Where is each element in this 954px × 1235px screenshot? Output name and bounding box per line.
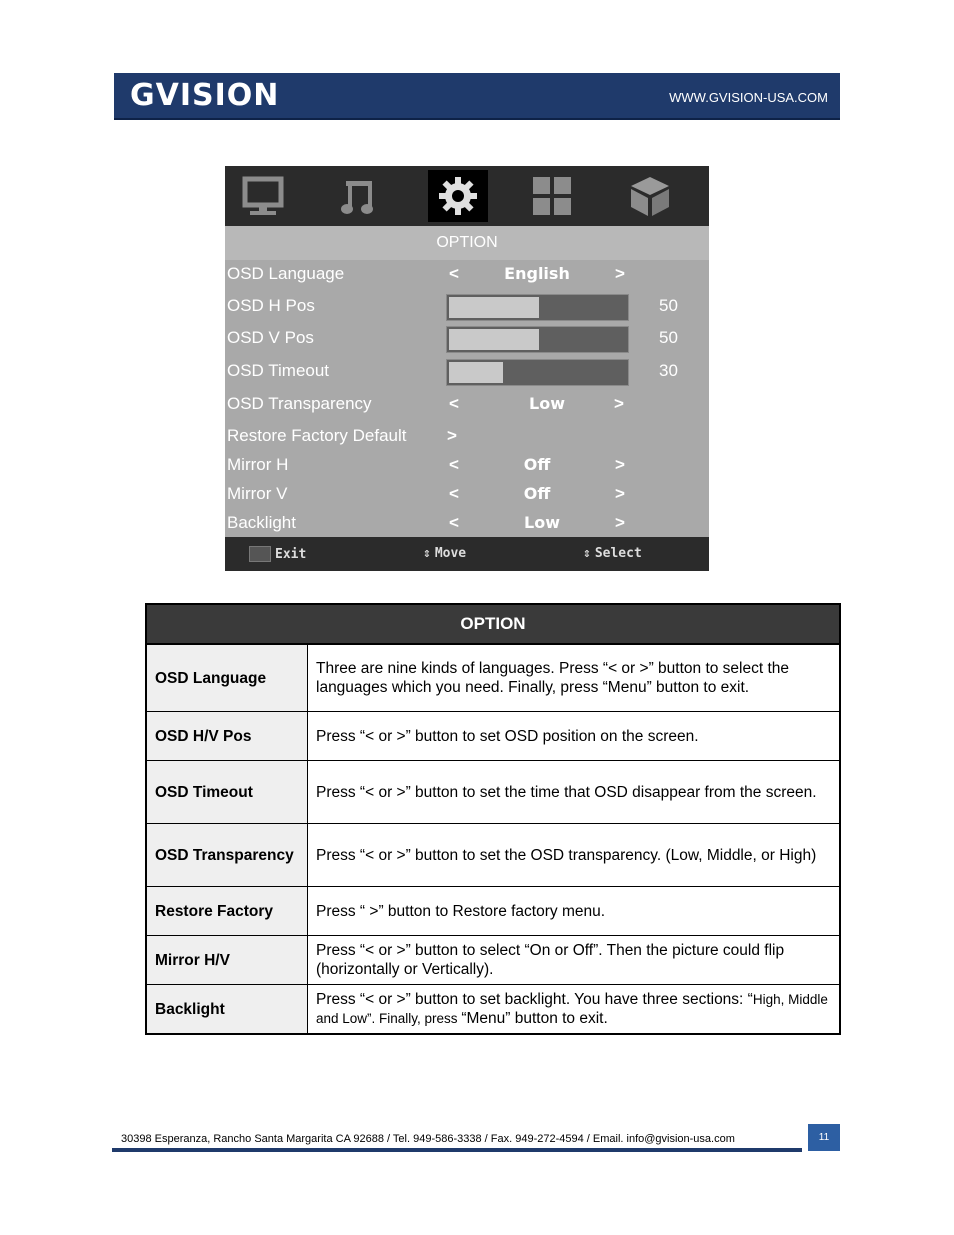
website-url: WWW.GVISION-USA.COM (669, 90, 828, 105)
osd-row-label: OSD Timeout (227, 361, 330, 380)
right-arrow-icon: > (615, 513, 625, 532)
row-key: OSD H/V Pos (146, 712, 308, 761)
osd-row-label: Restore Factory Default (227, 426, 407, 445)
page-header (114, 73, 840, 120)
menu-key-icon (249, 546, 271, 562)
option-table (145, 603, 841, 1035)
desc-part: “Menu” button to exit. (461, 1010, 608, 1027)
footer-address: 30398 Esperanza, Rancho Santa Margarita CA 92688 / Tel. 949-586-3338 / Fax. 949-272-4594 / Email. info@gvision-usa.com (121, 1133, 735, 1145)
right-arrow-icon: > (615, 264, 625, 283)
left-arrow-icon: < (449, 513, 459, 532)
osd-exit-hint (249, 546, 306, 562)
right-arrow-icon: > (447, 426, 457, 445)
right-arrow-icon: > (615, 484, 625, 503)
row-description: Press “< or >” button to set OSD position on the screen. (308, 712, 841, 761)
company-logo: GVISION (130, 78, 280, 113)
row-description: Press “< or >” button to set the OSD transparency. (Low, Middle, or High) (308, 824, 841, 887)
osd-row-number: 50 (659, 328, 678, 347)
osd-row-restore (225, 422, 709, 452)
table-row (146, 644, 840, 712)
osd-move-hint (423, 546, 466, 561)
row-key: Mirror H/V (146, 936, 308, 985)
osd-row-number: 30 (659, 361, 678, 380)
level-bar (446, 326, 629, 353)
table-row (146, 985, 840, 1035)
right-arrow-icon: > (615, 455, 625, 474)
page-number: 11 (808, 1124, 840, 1151)
left-arrow-icon: < (449, 455, 459, 474)
osd-tab-bar (225, 166, 709, 226)
left-arrow-icon: < (449, 394, 459, 413)
music-note-icon (329, 170, 389, 222)
monitor-icon (233, 170, 293, 222)
level-bar (446, 294, 629, 321)
level-bar-fill (449, 297, 539, 318)
osd-row-value: English (504, 264, 570, 283)
row-description: Press “ >” button to Restore factory menu. (308, 887, 841, 936)
left-arrow-icon: < (449, 484, 459, 503)
osd-row-transparency (225, 390, 709, 420)
osd-row-value: Low (524, 513, 560, 532)
row-description (308, 985, 841, 1035)
osd-menu-screenshot (225, 166, 709, 571)
osd-select-hint (583, 546, 642, 561)
osd-row-mirror-v (225, 480, 709, 510)
osd-exit-label: Exit (275, 546, 307, 562)
osd-move-label: Move (434, 546, 467, 561)
osd-title: OPTION (225, 226, 709, 260)
level-bar (446, 359, 629, 386)
desc-part: High, Middle and Low”. Finally, press (316, 992, 828, 1026)
osd-row-v-pos (225, 324, 709, 354)
table-row (146, 887, 840, 936)
osd-row-value: Off (523, 484, 551, 503)
left-arrow-icon: < (449, 264, 459, 283)
up-down-arrow-icon: ⇕ (423, 546, 431, 561)
osd-row-label: Mirror H (227, 455, 289, 474)
table-row (146, 712, 840, 761)
osd-row-language (225, 260, 709, 290)
row-description: Three are nine kinds of languages. Press “< or >” button to select the languages which you need. Finally, press “Menu” button to exit. (308, 644, 841, 712)
row-description: Press “< or >” button to set the time that OSD disappear from the screen. (308, 761, 841, 824)
row-key: Backlight (146, 985, 308, 1035)
osd-footer (225, 537, 709, 571)
osd-row-backlight (225, 509, 709, 539)
osd-row-mirror-h (225, 451, 709, 481)
row-key: OSD Timeout (146, 761, 308, 824)
osd-row-label: Mirror V (227, 484, 288, 503)
osd-row-label: OSD V Pos (227, 328, 314, 347)
footer-divider (112, 1148, 802, 1152)
osd-row-number: 50 (659, 296, 678, 315)
osd-row-label: OSD Transparency (227, 394, 372, 413)
table-row (146, 761, 840, 824)
osd-row-timeout (225, 357, 709, 387)
desc-part: Press “< or >” button to set backlight. You have three sections: “ (316, 991, 753, 1008)
row-key: Restore Factory (146, 887, 308, 936)
select-arrow-icon: ⇕ (583, 546, 591, 561)
osd-select-label: Select (594, 546, 642, 561)
level-bar-fill (449, 329, 539, 350)
row-key: OSD Language (146, 644, 308, 712)
osd-row-label: OSD H Pos (227, 296, 315, 315)
osd-row-label: OSD Language (227, 264, 345, 283)
osd-row-label: Backlight (227, 513, 296, 532)
row-description: Press “< or >” button to select “On or Off”. Then the picture could flip (horizontally or Vertically). (308, 936, 841, 985)
osd-row-value: Off (523, 455, 551, 474)
table-row (146, 824, 840, 887)
osd-row-value: Low (529, 394, 565, 413)
table-heading: OPTION (146, 604, 840, 644)
table-row (146, 936, 840, 985)
level-bar-fill (449, 362, 503, 383)
cube-icon (620, 170, 680, 222)
right-arrow-icon: > (614, 394, 624, 413)
grid-icon (522, 170, 582, 222)
row-key: OSD Transparency (146, 824, 308, 887)
gear-icon (428, 170, 488, 222)
osd-row-h-pos (225, 292, 709, 322)
